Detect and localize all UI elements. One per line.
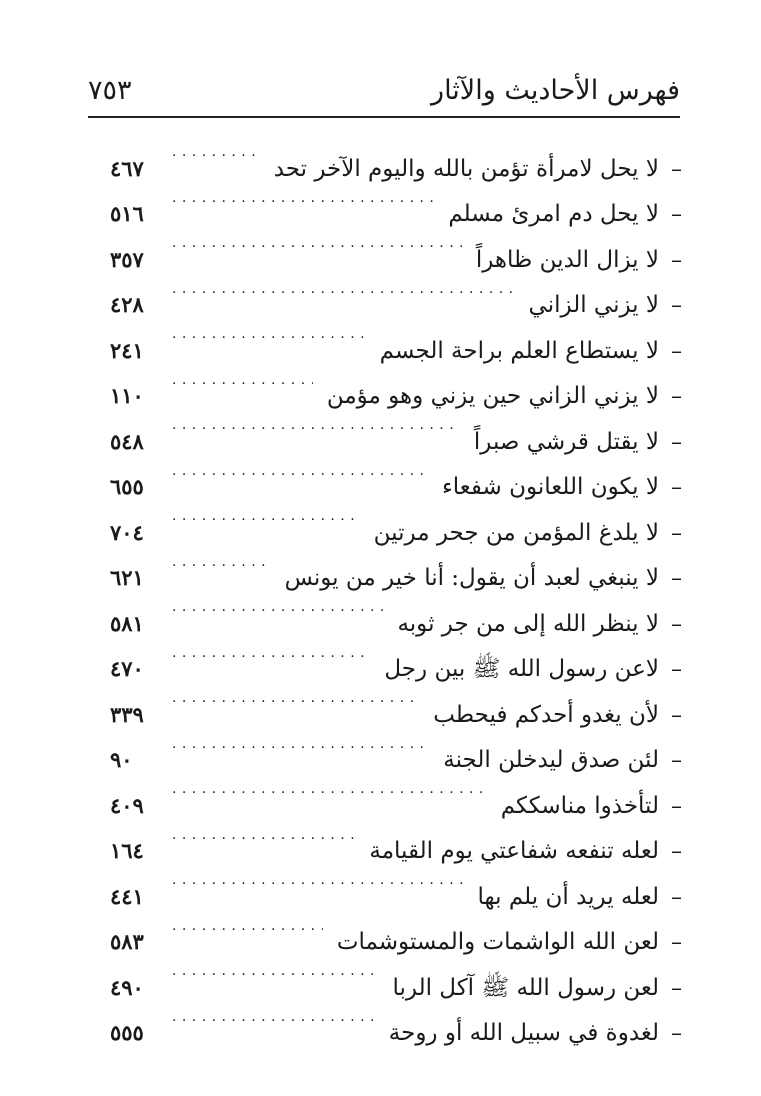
- dot-leader: [172, 813, 355, 859]
- entry-page-number: ٦٢١: [110, 565, 144, 590]
- dot-leader: [172, 949, 378, 995]
- entry-page-number: ١٦٤: [110, 838, 144, 863]
- entry-dash: –: [671, 156, 682, 182]
- dot-leader: [172, 312, 366, 358]
- entry-text: لا ينظر الله إلى من جر ثوبه: [397, 610, 659, 637]
- header-title: فهرس الأحاديث والآثار: [431, 75, 680, 106]
- dot-leader: [172, 176, 434, 222]
- header-divider: [88, 116, 680, 118]
- entry-text: لعن الله الواشمات والمستوشمات: [336, 929, 659, 955]
- entry-page-number: ٤٤١: [110, 883, 144, 909]
- dot-leader: [172, 449, 428, 495]
- entry-text: لأن يغدو أحدكم فيحطب: [433, 701, 659, 728]
- dot-leader: [172, 494, 360, 540]
- dot-leader: [172, 767, 487, 813]
- entry-text: لا يزني الزاني حين يزني وهو مؤمن: [326, 383, 659, 409]
- entry-dash: –: [671, 793, 682, 819]
- hadith-index-list: [110, 130, 682, 1046]
- entry-text: لا يقتل قرشي صبراً: [473, 428, 659, 455]
- entry-dash: –: [671, 839, 682, 864]
- entry-text: لتأخذوا مناسككم: [500, 792, 659, 819]
- entry-dash: –: [671, 293, 682, 318]
- entry-text: لا يحل لامرأة تؤمن بالله واليوم الآخر تحد: [273, 155, 659, 182]
- dot-leader: [172, 585, 383, 631]
- entry-dash: –: [671, 384, 682, 409]
- entry-text: لعله تنفعه شفاعتي يوم القيامة: [369, 838, 659, 864]
- dot-leader: [172, 676, 419, 722]
- entry-text: لا ينبغي لعبد أن يقول: أنا خير من يونس: [284, 565, 659, 591]
- entry-dash: –: [671, 1021, 682, 1046]
- entry-dash: –: [671, 657, 682, 682]
- entry-text: لا يزني الزاني: [528, 292, 659, 318]
- entry-dash: –: [671, 566, 682, 591]
- entry-page-number: ١١٠: [110, 383, 144, 408]
- entry-page-number: ٦٥٥: [110, 474, 144, 499]
- running-header: [88, 68, 680, 112]
- entry-dash: –: [671, 520, 682, 546]
- entry-page-number: ٣٣٩: [110, 701, 144, 727]
- dot-leader: [172, 722, 429, 768]
- entry-text: لئن صدق ليدخلن الجنة: [443, 747, 659, 773]
- entry-page-number: ٧٠٤: [110, 519, 144, 545]
- entry-dash: –: [671, 475, 682, 500]
- dot-leader: [172, 267, 515, 313]
- entry-page-number: ٤٠٩: [110, 792, 144, 818]
- entry-dash: –: [671, 930, 682, 955]
- entry-page-number: ٥٨٣: [110, 929, 144, 954]
- entry-page-number: ٢٤١: [110, 337, 144, 363]
- entry-text: لا يزال الدين ظاهراً: [475, 246, 659, 273]
- dot-leader: [172, 904, 323, 950]
- entry-page-number: ٤٧٠: [110, 656, 144, 681]
- entry-page-number: ٥١٦: [110, 201, 144, 226]
- entry-dash: –: [671, 975, 682, 1001]
- dot-leader: [172, 403, 460, 449]
- dot-leader: [172, 358, 313, 404]
- header-page-number: ٧٥٣: [88, 75, 132, 106]
- entry-text: لا يحل دم امرئ مسلم: [448, 201, 659, 227]
- dot-leader: [172, 221, 462, 267]
- entry-dash: –: [671, 429, 682, 455]
- entry-text: لا يكون اللعانون شفعاء: [441, 474, 659, 500]
- dot-leader: [172, 130, 260, 176]
- entry-text: لا يلدغ المؤمن من جحر مرتين: [373, 519, 659, 546]
- entry-dash: –: [671, 338, 682, 364]
- entry-text: لغدوة في سبيل الله أو روحة: [388, 1020, 659, 1046]
- dot-leader: [172, 540, 271, 586]
- entry-page-number: ٥٨١: [110, 610, 144, 636]
- entry-page-number: ٤٩٠: [110, 974, 144, 1000]
- entry-text: لاعن رسول الله ﷺ بين رجل: [384, 656, 659, 682]
- dot-leader: [172, 995, 375, 1041]
- entry-dash: –: [671, 247, 682, 273]
- entry-dash: –: [671, 748, 682, 773]
- entry-text: لعن رسول الله ﷺ آكل الربا: [392, 974, 659, 1001]
- entry-dash: –: [671, 702, 682, 728]
- entry-page-number: ٤٦٧: [110, 155, 144, 181]
- entry-dash: –: [671, 202, 682, 227]
- entry-dash: –: [671, 611, 682, 637]
- entry-page-number: ٥٤٨: [110, 428, 144, 454]
- entry-page-number: ٤٢٨: [110, 292, 144, 317]
- entry-dash: –: [671, 884, 682, 910]
- entry-text: لعله يريد أن يلم بها: [477, 883, 659, 910]
- entry-text: لا يستطاع العلم براحة الجسم: [379, 337, 659, 364]
- entry-page-number: ٣٥٧: [110, 246, 144, 272]
- dot-leader: [172, 631, 370, 677]
- dot-leader: [172, 858, 464, 904]
- entry-page-number: ٥٥٥: [110, 1020, 144, 1045]
- index-entry: [110, 130, 682, 182]
- entry-page-number: ٩٠: [110, 747, 133, 772]
